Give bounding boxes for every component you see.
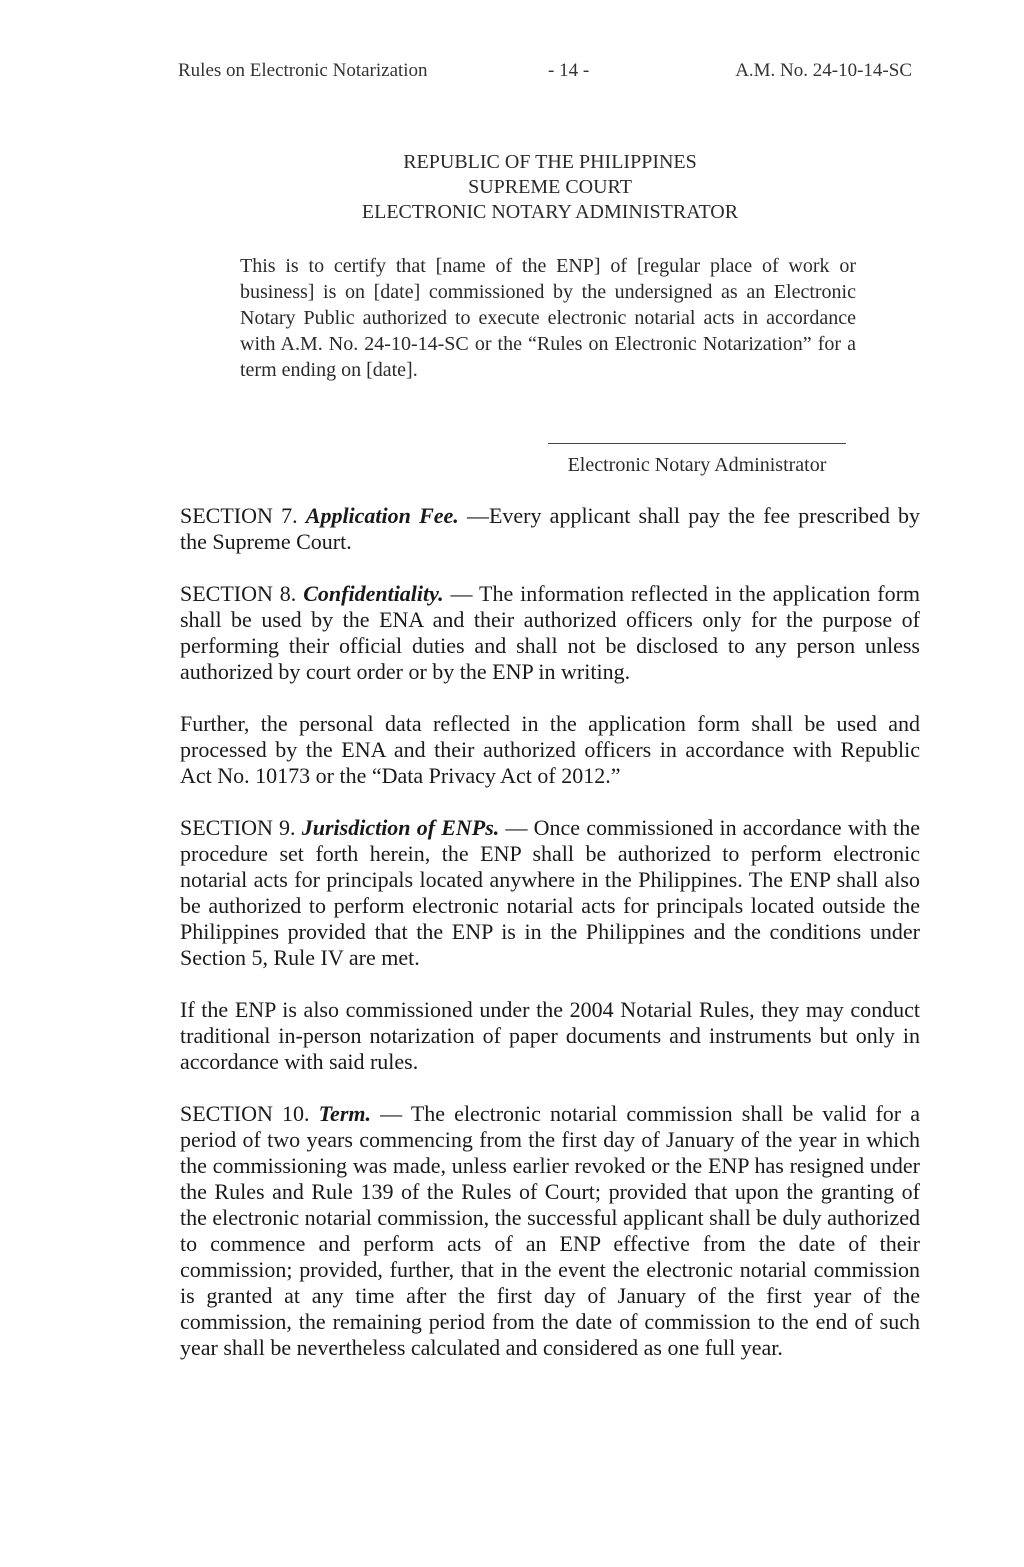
certificate-body: This is to certify that [name of the ENP] of [regular place of work or business] is on [date] commissioned by the undersigned as an Electronic Notary Public authorized to execute electronic notarial acts in accordance with A.M. No. 24-10-14-SC or the “Rules on Electronic Notarization” for a term ending on [date]. [240,255,856,381]
section-title: Application Fee. [305,503,459,528]
section-title: Confidentiality. [303,581,444,606]
running-header [178,60,912,88]
section-text: — The information reflected in the application form shall be used by the ENA and their authorized officers only for the purpose of performing their official duties and shall not be disclosed to any person unless authorized by court order or by the ENP in writing. [180,581,921,684]
page-number: - 14 - [548,60,590,81]
section-9-paragraph-2: If the ENP is also commissioned under the 2004 Notarial Rules, they may conduct traditional in-person notarization of paper documents and instruments but only in accordance with said rules. [180,997,920,1074]
certificate-heading-line: REPUBLIC OF THE PHILIPPINES [403,151,697,173]
section-9 [180,815,920,971]
signature-label: Electronic Notary Administrator [567,454,827,476]
header-case-number: A.M. No. 24-10-14-SC [735,60,912,81]
certificate-heading-line: SUPREME COURT [468,176,632,198]
section-8 [180,581,920,685]
section-8-paragraph-2: Further, the personal data reflected in the application form shall be used and processed by the ENA and their authorized officers in accordance with Republic Act No. 10173 or the “Data Privacy Act of 2012.” [180,711,920,788]
section-text: — The electronic notarial commission shall be valid for a period of two years commencing from the first day of January of the year in which the commissioning was made, unless earlier revoked or the ENP has resigned under the Rules and Rule 139 of the Rules of Court; provided that upon the granting of the electronic notarial commission, the successful applicant shall be duly authorized to commence and perform acts of an ENP effective from the date of their commission; provided, further, that in the event the electronic notarial commission is granted at any time after the first day of January of the first year of the commission, the remaining period from the date of commission to the end of such year shall be nevertheless calculated and considered as one full year. [180,1101,921,1360]
section-text: — Once commissioned in accordance with the procedure set forth herein, the ENP shall be authorized to perform electronic notarial acts for principals located anywhere in the Philippines. The ENP shall also be authorized to perform electronic notarial acts for principals located outside the Philippines provided that the ENP is in the Philippines and the conditions under Section 5, Rule IV are met. [180,815,921,970]
section-text: —Every applicant shall pay the fee prescribed by the Supreme Court. [180,503,921,554]
section-number: SECTION 8. [180,581,297,606]
section-10 [180,1101,920,1361]
section-number: SECTION 9. [180,815,296,840]
section-title: Jurisdiction of ENPs. [301,815,500,840]
header-document-title: Rules on Electronic Notarization [178,60,428,81]
certificate-heading-line: ELECTRONIC NOTARY ADMINISTRATOR [361,201,739,223]
signature-block [548,443,846,477]
certificate-heading [260,150,840,225]
signature-line [548,443,846,444]
section-7 [180,503,920,555]
section-title: Term. [318,1101,371,1126]
section-number: SECTION 10. [180,1101,310,1126]
section-number: SECTION 7. [180,503,298,528]
